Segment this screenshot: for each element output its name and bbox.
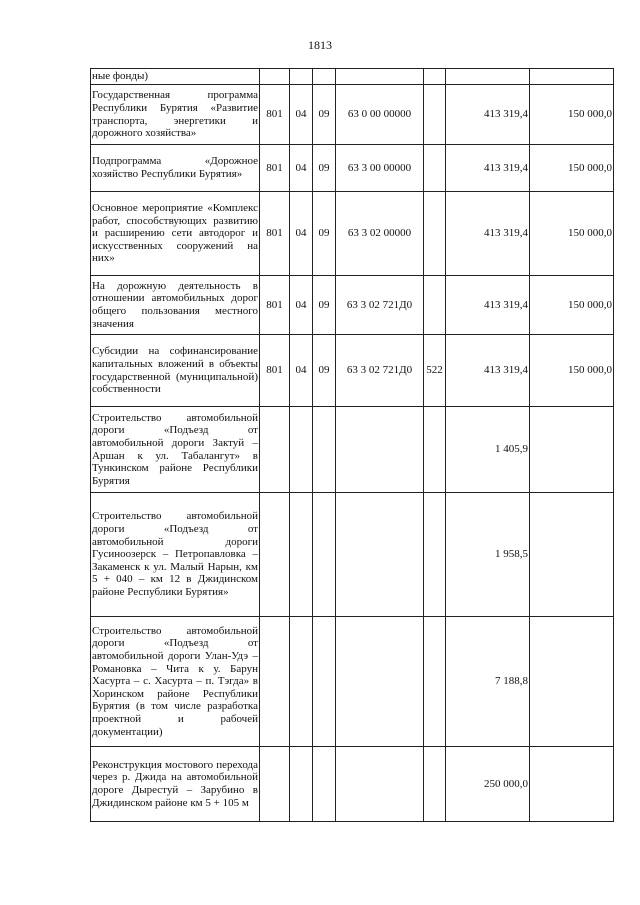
dept-code-cell: 801 (260, 192, 290, 276)
row-name-cell: Строительство автомобильной дороги «Подъезд от автомобильной дороги Зактуй – Аршан к ул. Табалангут» в Тункинском районе Республики Бурятия (91, 407, 260, 493)
amount-year1-cell: 250 000,0 (446, 747, 530, 822)
table-row (91, 85, 614, 145)
row-name-cell: Государственная программа Республики Бурятия «Развитие транспорта, энергетики и дорожного хозяйства» (91, 85, 260, 145)
row-name-cell: Субсидии на софинансирование капитальных вложений в объекты государственной (муниципальной) собственности (91, 335, 260, 407)
expense-type-cell (424, 192, 446, 276)
row-name-cell: ные фонды) (91, 69, 260, 85)
table-row (91, 192, 614, 276)
subsection-code-cell: 09 (313, 276, 336, 335)
row-name-cell: На дорожную деятельность в отношении автомобильных дорог общего пользования местного значения (91, 276, 260, 335)
expense-type-cell (424, 276, 446, 335)
subsection-code-cell: 09 (313, 192, 336, 276)
expense-type-cell (424, 145, 446, 192)
dept-code-cell: 801 (260, 276, 290, 335)
row-name-cell: Реконструкция мостового перехода через р. Джида на автомобильной дороге Дырестуй – Зарубино в Джидинском районе км 5 + 105 м (91, 747, 260, 822)
expense-type-cell (424, 407, 446, 493)
subsection-code-cell (313, 69, 336, 85)
target-article-cell (336, 407, 424, 493)
table-row (91, 335, 614, 407)
target-article-cell (336, 617, 424, 747)
amount-year1-cell: 413 319,4 (446, 85, 530, 145)
section-code-cell (290, 747, 313, 822)
amount-year1-cell (446, 69, 530, 85)
amount-year2-cell (530, 617, 614, 747)
amount-year1-cell: 413 319,4 (446, 335, 530, 407)
page-number: 1813 (308, 38, 332, 52)
subsection-code-cell: 09 (313, 335, 336, 407)
budget-table (90, 68, 614, 822)
target-article-cell (336, 493, 424, 617)
subsection-code-cell: 09 (313, 85, 336, 145)
table-row (91, 276, 614, 335)
amount-year1-cell: 413 319,4 (446, 192, 530, 276)
dept-code-cell (260, 747, 290, 822)
amount-year2-cell (530, 407, 614, 493)
section-code-cell: 04 (290, 335, 313, 407)
dept-code-cell: 801 (260, 85, 290, 145)
target-article-cell: 63 3 02 00000 (336, 192, 424, 276)
amount-year2-cell: 150 000,0 (530, 85, 614, 145)
subsection-code-cell (313, 617, 336, 747)
expense-type-cell (424, 85, 446, 145)
amount-year2-cell (530, 69, 614, 85)
table-row (91, 145, 614, 192)
subsection-code-cell (313, 493, 336, 617)
table-row (91, 69, 614, 85)
table-row (91, 493, 614, 617)
section-code-cell (290, 617, 313, 747)
dept-code-cell: 801 (260, 335, 290, 407)
amount-year2-cell: 150 000,0 (530, 145, 614, 192)
table-row (91, 617, 614, 747)
row-name-cell: Строительство автомобильной дороги «Подъезд от автомобильной дороги Гусиноозерск – Петропавловка – Закаменск к ул. Малый Нарын, км 5 + 040 – км 12 в Джидинском районе Республики Бурятия» (91, 493, 260, 617)
amount-year1-cell: 7 188,8 (446, 617, 530, 747)
target-article-cell: 63 3 00 00000 (336, 145, 424, 192)
expense-type-cell (424, 617, 446, 747)
expense-type-cell (424, 69, 446, 85)
expense-type-cell (424, 747, 446, 822)
amount-year2-cell (530, 747, 614, 822)
target-article-cell: 63 0 00 00000 (336, 85, 424, 145)
amount-year2-cell: 150 000,0 (530, 192, 614, 276)
section-code-cell: 04 (290, 85, 313, 145)
dept-code-cell (260, 69, 290, 85)
expense-type-cell (424, 493, 446, 617)
dept-code-cell (260, 617, 290, 747)
dept-code-cell: 801 (260, 145, 290, 192)
amount-year1-cell: 413 319,4 (446, 276, 530, 335)
target-article-cell (336, 69, 424, 85)
dept-code-cell (260, 407, 290, 493)
table-row (91, 747, 614, 822)
section-code-cell: 04 (290, 192, 313, 276)
dept-code-cell (260, 493, 290, 617)
target-article-cell: 63 3 02 721Д0 (336, 276, 424, 335)
target-article-cell (336, 747, 424, 822)
subsection-code-cell (313, 407, 336, 493)
amount-year2-cell (530, 493, 614, 617)
expense-type-cell: 522 (424, 335, 446, 407)
row-name-cell: Основное мероприятие «Комплекс работ, способствующих развитию и расширению сети автодорог и искусственных сооружений на них» (91, 192, 260, 276)
subsection-code-cell (313, 747, 336, 822)
table-body (91, 69, 614, 822)
amount-year1-cell: 1 405,9 (446, 407, 530, 493)
row-name-cell: Подпрограмма «Дорожное хозяйство Республики Бурятия» (91, 145, 260, 192)
amount-year1-cell: 1 958,5 (446, 493, 530, 617)
section-code-cell: 04 (290, 276, 313, 335)
table-row (91, 407, 614, 493)
section-code-cell (290, 493, 313, 617)
section-code-cell (290, 407, 313, 493)
amount-year2-cell: 150 000,0 (530, 335, 614, 407)
amount-year1-cell: 413 319,4 (446, 145, 530, 192)
amount-year2-cell: 150 000,0 (530, 276, 614, 335)
row-name-cell: Строительство автомобильной дороги «Подъезд от автомобильной дороги Улан-Удэ – Романовка – Чита к у. Барун Хасурта – с. Хасурта – п. Тэгда» в Хоринском районе Республики Бурятия (в том числе разработка проектной и рабочей документации) (91, 617, 260, 747)
section-code-cell (290, 69, 313, 85)
section-code-cell: 04 (290, 145, 313, 192)
subsection-code-cell: 09 (313, 145, 336, 192)
target-article-cell: 63 3 02 721Д0 (336, 335, 424, 407)
